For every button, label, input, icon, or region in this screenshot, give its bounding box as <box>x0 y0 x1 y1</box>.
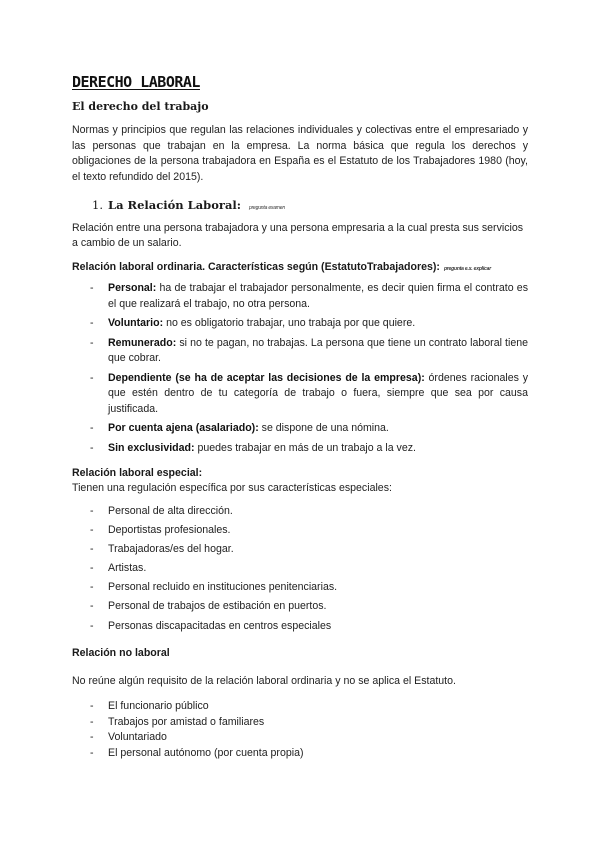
nolaboral-heading: Relación no laboral <box>72 647 170 660</box>
ordinaria-item-text: no es obligatorio trabajar, uno trabaja por que quiere. <box>163 317 416 329</box>
ordinaria-item-text: órdenes racionales y que estén dentro de tu categoría de trabajo o fuera, siempre que sea por causa justificada. <box>108 371 528 415</box>
especial-item: - Trabajadoras/es del hogar. <box>72 542 528 558</box>
nolaboral-item: - Trabajos por amistad o familiares <box>72 715 528 731</box>
ordinaria-list <box>72 281 528 456</box>
ordinaria-item-text: se dispone de una nómina. <box>258 422 389 434</box>
especial-item: - Artistas. <box>72 561 528 577</box>
ordinaria-item <box>72 441 528 457</box>
nolaboral-item: - Voluntariado <box>72 730 528 746</box>
especial-intro: Tienen una regulación específica por sus características especiales: <box>72 482 392 494</box>
ordinaria-item-text: ha de trabajar el trabajador personalmente, es decir quien firma el contrato es el que realizará el trabajo, no otra persona. <box>108 282 528 310</box>
ordinaria-item-term: Voluntario: <box>108 317 164 329</box>
ordinaria-item-term: Por cuenta ajena (asalariado): <box>108 422 259 434</box>
nolaboral-list <box>72 699 528 761</box>
ordinaria-item <box>72 316 528 332</box>
especial-list <box>72 504 528 634</box>
ordinaria-item <box>72 371 528 418</box>
especial-heading: Relación laboral especial: <box>72 467 203 479</box>
handwritten-note: pregunta examen <box>249 205 285 211</box>
ordinaria-heading-text: Relación laboral ordinaria. Características según (EstatutoTrabajadores): <box>72 261 440 273</box>
section-subtitle: El derecho del trabajo <box>72 100 209 113</box>
ordinaria-item-term: Sin exclusividad: <box>108 441 195 454</box>
ordinaria-item <box>72 421 528 437</box>
document-page <box>72 72 528 761</box>
especial-item: - Personas discapacitadas en centros especiales <box>72 619 528 635</box>
ordinaria-item <box>72 281 528 312</box>
nolaboral-item: - El personal autónomo (por cuenta propia) <box>72 746 528 762</box>
ordinaria-heading <box>72 260 528 277</box>
especial-item: - Personal de alta dirección. <box>72 504 528 520</box>
ordinaria-item-text: si no te pagan, no trabajas. La persona que tiene un contrato laboral tiene que cobrar. <box>108 336 528 364</box>
section-1-title: La Relación Laboral: <box>108 198 242 212</box>
intro-paragraph: Normas y principios que regulan las relaciones individuales y colectivas entre el empresariado y las personas que trabajan en la empresa. La norma básica que regula los derechos y obligaciones de la persona trabajadora en España es el Estatuto de los Trabajadores 1980 (hoy, el texto refundido del 2015). <box>72 124 528 183</box>
especial-item: - Personal recluido en instituciones penitenciarias. <box>72 580 528 596</box>
nolaboral-item: - El funcionario público <box>72 699 528 715</box>
nolaboral-intro: No reúne algún requisito de la relación laboral ordinaria y no se aplica el Estatuto. <box>72 675 456 688</box>
ordinaria-item-term: Remunerado: <box>108 336 177 349</box>
especial-item: - Deportistas profesionales. <box>72 523 528 539</box>
ordinaria-item-term: Dependiente (se ha de aceptar las decisiones de la empresa): <box>108 371 425 384</box>
section-1-number: 1. <box>92 198 103 212</box>
ordinaria-item-text: puedes trabajar en más de un trabajo a la vez. <box>194 441 416 454</box>
ordinaria-note: pregunta e.x. explicar <box>443 266 491 272</box>
relacion-laboral-definition: Relación entre una persona trabajadora y una persona empresaria a la cual presta sus servicios a cambio de un salario. <box>72 222 524 249</box>
especial-item: - Personal de trabajos de estibación en puertos. <box>72 599 528 615</box>
ordinaria-item-term: Personal: <box>108 282 157 294</box>
document-title: DERECHO LABORAL <box>72 73 200 91</box>
section-1-heading <box>92 197 528 216</box>
ordinaria-item <box>72 336 528 367</box>
